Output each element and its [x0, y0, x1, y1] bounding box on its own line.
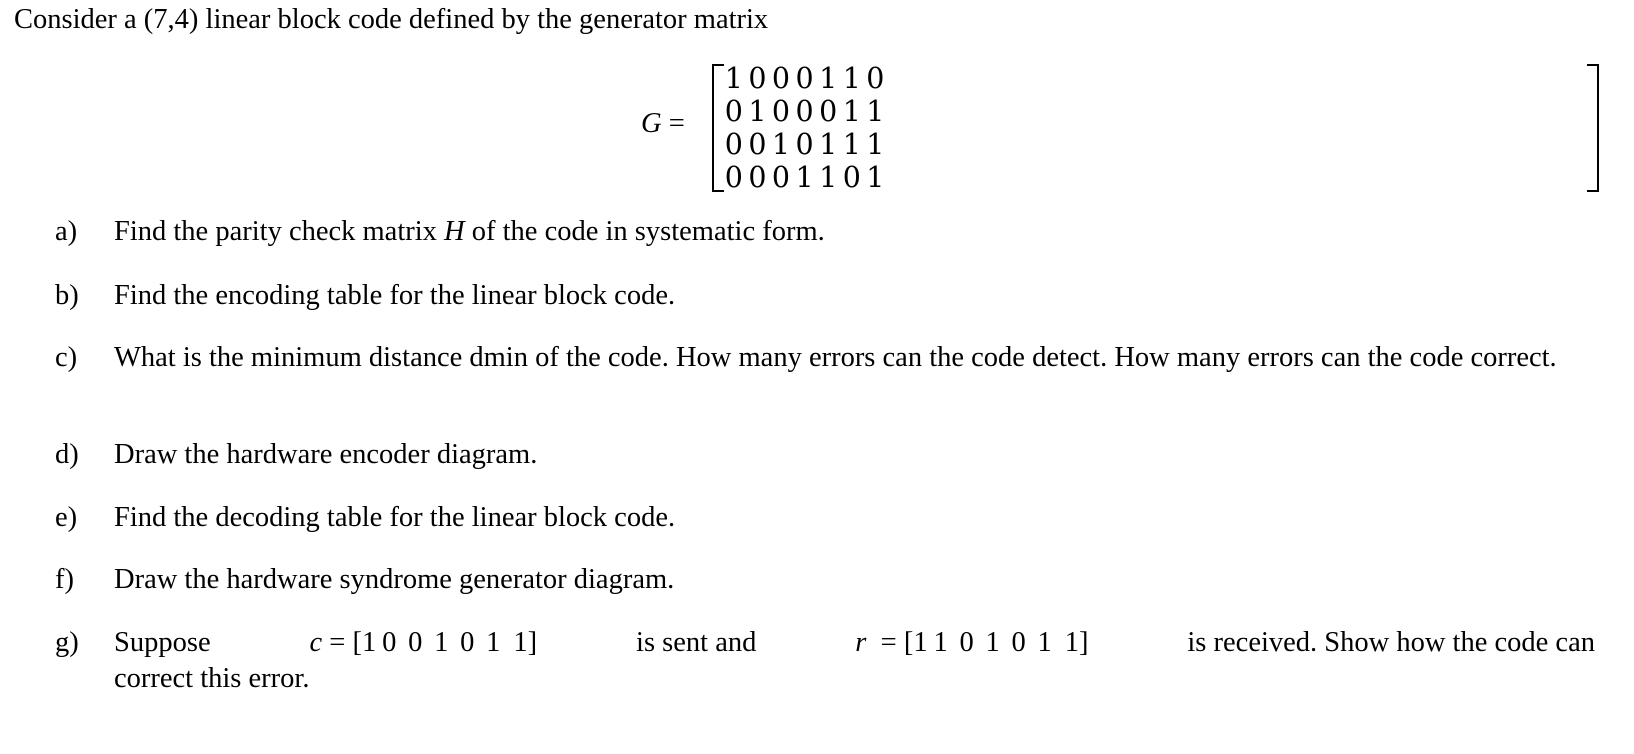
- question-d: [55, 437, 1595, 473]
- vector-bit: 1: [486, 627, 501, 658]
- question-label: e): [55, 502, 78, 533]
- question-g: [55, 625, 1595, 697]
- matrix-cell: 1: [866, 161, 885, 194]
- matrix-cell: 0: [795, 128, 814, 161]
- vector-bit: 0: [460, 627, 475, 658]
- matrix-cell: 1: [748, 95, 767, 128]
- matrix-cell: 1: [866, 95, 885, 128]
- matrix-cell: 0: [748, 62, 767, 95]
- matrix-cell: 0: [748, 161, 767, 194]
- matrix-cell: 0: [795, 95, 814, 128]
- matrix-cell: 1: [771, 128, 791, 161]
- matrix-cell: 1: [842, 62, 861, 95]
- question-label: c): [55, 342, 78, 373]
- matrix-cell: 0: [842, 161, 861, 194]
- problem-intro: Consider a (7,4) linear block code defined by the generator matrix: [14, 4, 769, 35]
- vector-bit: 0: [408, 627, 423, 658]
- question-text: Find the encoding table for the linear block code.: [114, 280, 676, 311]
- vector-bit: 1: [933, 627, 948, 658]
- matrix-cell: 1: [842, 128, 861, 161]
- question-b: [55, 278, 1595, 314]
- matrix-row: [722, 161, 887, 194]
- question-label: g): [55, 627, 79, 658]
- matrix-cell: 1: [795, 161, 814, 194]
- matrix-cell: 0: [724, 95, 743, 128]
- matrix-cell: 0: [724, 128, 743, 161]
- matrix-cell: 0: [771, 95, 791, 128]
- matrix-cell: 0: [771, 161, 791, 194]
- right-bracket: [1587, 64, 1599, 192]
- matrix-row: [722, 62, 887, 95]
- matrix-cell: 1: [842, 95, 861, 128]
- question-label: b): [55, 280, 79, 311]
- matrix-cell: 0: [819, 95, 838, 128]
- matrix-cell: 0: [795, 62, 814, 95]
- question-text: Find the parity check matrix H of the code in systematic form.: [114, 216, 825, 247]
- vector-bit: 1: [1037, 627, 1052, 658]
- question-e: [55, 500, 1595, 536]
- matrix-cell: 1: [819, 62, 838, 95]
- matrix-cell: 1: [866, 128, 885, 161]
- vector-bit: 1: [985, 627, 1000, 658]
- question-f: [55, 562, 1595, 598]
- vector-bit: 0: [382, 627, 397, 658]
- vector-bit: 1: [434, 627, 449, 658]
- question-label: a): [55, 216, 78, 247]
- matrix-row: [722, 128, 887, 161]
- vector-bit: 0: [1011, 627, 1026, 658]
- matrix-cell: 0: [771, 62, 791, 95]
- sent-codeword: c = [1 0 0 1 0 1 1]: [310, 625, 538, 661]
- question-text: Draw the hardware encoder diagram.: [114, 439, 538, 470]
- question-text: Find the decoding table for the linear block code.: [114, 502, 676, 533]
- matrix-cell: 1: [819, 128, 838, 161]
- question-text: Suppose c = [1 0 0 1 0 1 1] is sent and r = [1 1 0 1 0 1 1] is received. Show how the code can correct this error.: [114, 627, 1595, 694]
- matrix-cell: 0: [748, 128, 767, 161]
- matrix-label: G =: [641, 108, 685, 139]
- question-a: [55, 214, 1595, 250]
- vector-bit: 0: [959, 627, 974, 658]
- matrix-rows: [722, 62, 887, 194]
- question-label: f): [55, 564, 74, 595]
- matrix-cell: 0: [866, 62, 885, 95]
- matrix-cell: 0: [724, 161, 743, 194]
- question-label: d): [55, 439, 79, 470]
- matrix-cell: 1: [819, 161, 838, 194]
- matrix-row: [722, 95, 887, 128]
- matrix-cell: 1: [724, 62, 743, 95]
- question-c: [55, 340, 1595, 376]
- question-text: What is the minimum distance dmin of the code. How many errors can the code detect. How many errors can the code correct.: [114, 342, 1557, 373]
- received-word: r = [1 1 0 1 0 1 1]: [855, 625, 1088, 661]
- question-text: Draw the hardware syndrome generator diagram.: [114, 564, 675, 595]
